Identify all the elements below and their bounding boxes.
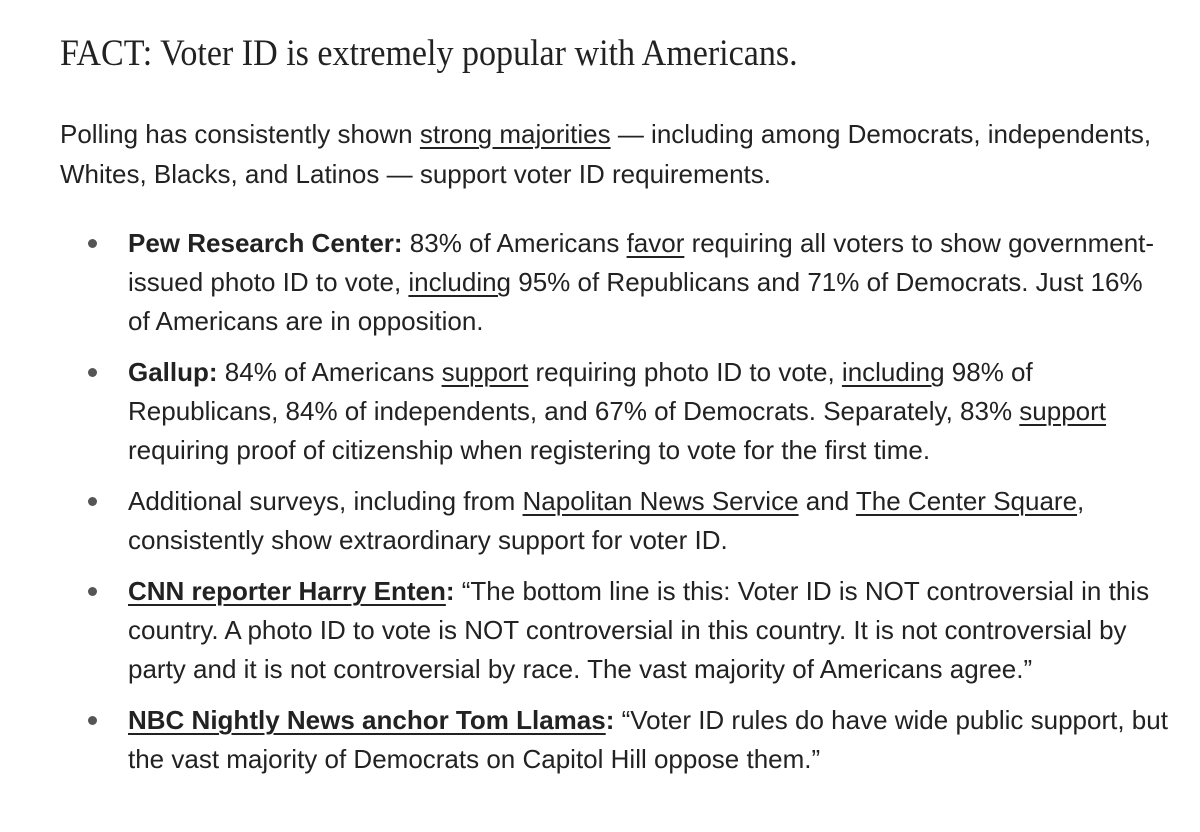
bullet-icon [88, 716, 97, 725]
including-link[interactable]: including [841, 357, 945, 387]
poll-list [60, 224, 1170, 779]
list-item-pew: Pew Research Center: 83% of Americans favor requiring all voters to show government-issued photo ID to vote, including 95% of Republicans and 71% of Democrats. Just 16% of Americans are in opposition. [60, 224, 1170, 341]
cnn-harry-enten-link[interactable]: CNN reporter Harry Enten [128, 576, 446, 606]
napolitan-news-link[interactable]: Napolitan News Service [522, 486, 799, 516]
source-label: Gallup: [128, 357, 218, 387]
intro-paragraph: Polling has consistently shown strong majorities — including among Democrats, independents, Whites, Blacks, and Latinos — support voter ID requirements. [60, 119, 1152, 189]
support-link[interactable]: support [441, 357, 529, 387]
favor-link[interactable]: favor [626, 228, 685, 258]
bullet-icon [88, 368, 97, 377]
bullet-icon [88, 587, 97, 596]
list-item-nbc: NBC Nightly News anchor Tom Llamas: “Voter ID rules do have wide public support, but the vast majority of Democrats on Capitol Hill oppose them.” [60, 701, 1170, 779]
quote-text: “The bottom line is this: Voter ID is NOT controversial in this country. A photo ID to vote is NOT controversial in this country. It is not controversial by party and it is not controversial by race. The vast majority of Americans agree.” [128, 576, 1150, 684]
strong-majorities-link[interactable]: strong majorities [419, 119, 611, 149]
center-square-link[interactable]: The Center Square [855, 486, 1078, 516]
list-item-gallup: Gallup: 84% of Americans support requiring photo ID to vote, including 98% of Republicans, 84% of independents, and 67% of Democrats. Separately, 83% support requiring proof of citizenship when registering to vote for the first time. [60, 353, 1170, 470]
page-title: FACT: Voter ID is extremely popular with Americans. [60, 33, 798, 74]
bullet-icon [88, 497, 97, 506]
bullet-icon [88, 239, 97, 248]
quote-text: “Voter ID rules do have wide public support, but the vast majority of Democrats on Capitol Hill oppose them.” [128, 705, 1168, 774]
nbc-tom-llamas-link[interactable]: NBC Nightly News anchor Tom Llamas [128, 705, 606, 735]
list-item-cnn: CNN reporter Harry Enten: “The bottom line is this: Voter ID is NOT controversial in this country. A photo ID to vote is NOT controversial in this country. It is not controversial by party and it is not controversial by race. The vast majority of Americans agree.” [60, 572, 1170, 689]
list-item-additional-surveys: Additional surveys, including from Napolitan News Service and The Center Square, consistently show extraordinary support for voter ID. [60, 482, 1170, 560]
source-label: Pew Research Center: [128, 228, 403, 258]
support-citizenship-link[interactable]: support [1019, 396, 1107, 426]
including-link[interactable]: including [408, 267, 512, 297]
article [60, 30, 1170, 791]
